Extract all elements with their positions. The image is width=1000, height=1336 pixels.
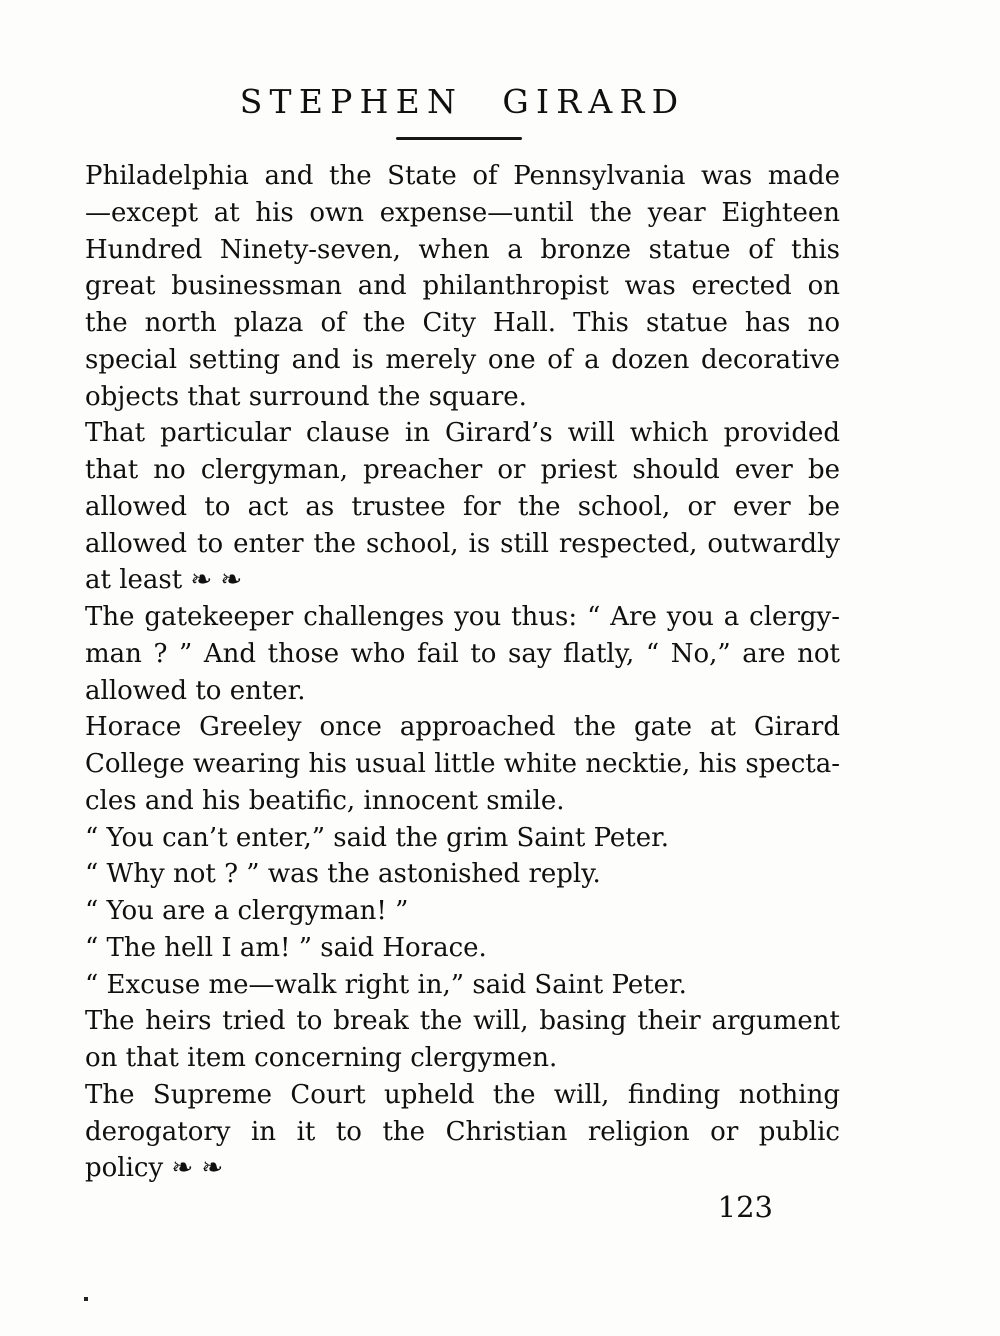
text-line: Horace Greeley once approached the gate at Girard [85, 712, 840, 743]
text-line: “ You can’t enter,” said the grim Saint Peter. [85, 822, 669, 853]
text-line: allowed to act as trustee for the school, or ever be [85, 491, 840, 522]
text-line: “ You are a clergyman! ” [85, 896, 409, 926]
ink-speck-artifact [84, 1297, 88, 1301]
text-line: derogatory in it to the Christian religion or public [85, 1116, 840, 1147]
text-line: Hundred Ninety-seven, when a bronze statue of this [85, 234, 840, 265]
text-line: the north plaza of the City Hall. This statue has no [85, 308, 840, 338]
text-line: The Supreme Court upheld the will, finding nothing [85, 1079, 840, 1110]
text-line: special setting and is merely one of a dozen decorative [85, 344, 840, 375]
text-line: at least ❧ ❧ [85, 565, 243, 596]
text-line: Philadelphia and the State of Pennsylvania was made [85, 161, 840, 191]
text-line: —except at his own expense—until the year Eighteen [85, 197, 840, 228]
text-line: The heirs tried to break the will, basing their argument [85, 1006, 840, 1037]
text-line: “ The hell I am! ” said Horace. [85, 932, 487, 963]
page-number: 123 [717, 1190, 773, 1224]
text-line: cles and his beatific, innocent smile. [85, 785, 565, 816]
text-line: College wearing his usual little white necktie, his specta- [85, 749, 840, 779]
title-divider-rule [396, 137, 522, 140]
text-line: “ Excuse me—walk right in,” said Saint Peter. [85, 969, 687, 1000]
text-line: on that item concerning clergymen. [85, 1043, 558, 1073]
text-line: allowed to enter the school, is still respected, outwardly [85, 528, 840, 559]
page-title: STEPHEN GIRARD [239, 82, 686, 121]
text-line: great businessman and philanthropist was erected on [85, 271, 840, 302]
text-line: The gatekeeper challenges you thus: “ Are you a clergy- [85, 602, 840, 632]
text-line: allowed to enter. [85, 675, 306, 706]
text-line: policy ❧ ❧ [85, 1153, 224, 1184]
text-line: “ Why not ? ” was the astonished reply. [85, 859, 601, 890]
text-line: objects that surround the square. [85, 381, 527, 412]
text-line: that no clergyman, preacher or priest should ever be [85, 455, 840, 485]
body-text-block [85, 158, 840, 1187]
text-line: That particular clause in Girard’s will which provided [85, 418, 840, 449]
text-line: man ? ” And those who fail to say flatly, “ No,” are not [85, 638, 840, 669]
